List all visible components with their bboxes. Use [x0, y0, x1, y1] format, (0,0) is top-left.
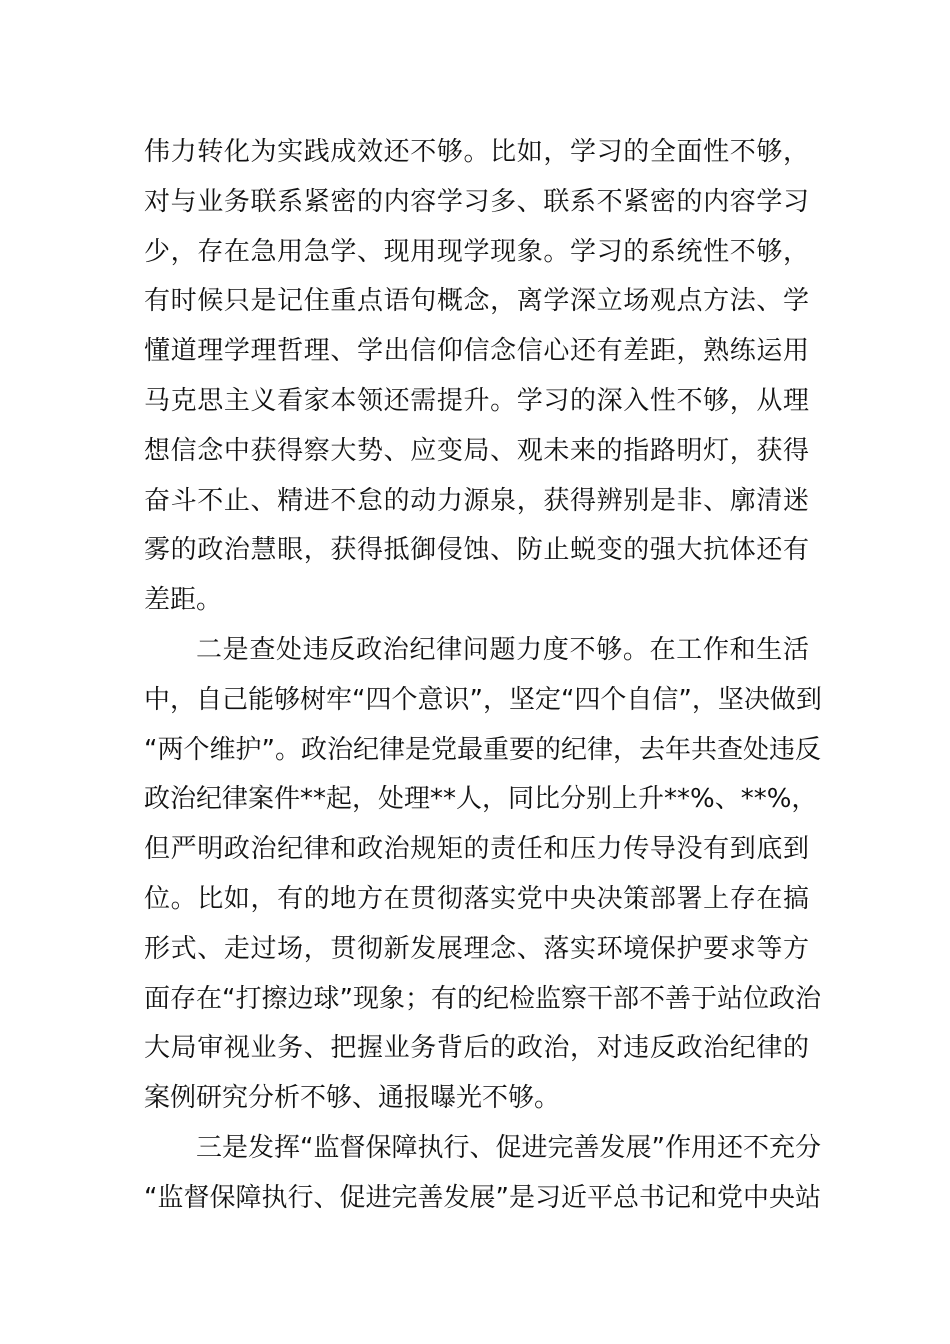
text-line-17: 形式、走过场，贯彻新发展理念、落实环境保护要求等方: [144, 933, 809, 964]
text-line-7: 想信念中获得察大势、应变局、观未来的指路明灯，获得: [144, 435, 809, 466]
text-line-14: 政治纪律案件**起，处理**人，同比分别上升**%、**%，: [144, 784, 818, 815]
text-line-6: 马克思主义看家本领还需提升。学习的深入性不够，从理: [144, 385, 809, 416]
text-line-12: 中，自己能够树牢“四个意识”，坚定“四个自信”，坚决做到: [144, 684, 822, 715]
text-line-13: “两个维护”。政治纪律是党最重要的纪律，去年共查处违反: [144, 734, 821, 765]
text-line-11: 二是查处违反政治纪律问题力度不够。在工作和生活: [196, 634, 809, 665]
text-line-20: 案例研究分析不够、通报曝光不够。: [144, 1083, 561, 1114]
text-line-10: 差距。: [144, 585, 223, 616]
text-line-15: 但严明政治纪律和政治规矩的责任和压力传导没有到底到: [144, 834, 809, 865]
text-line-8: 奋斗不止、精进不怠的动力源泉，获得辨别是非、廓清迷: [144, 485, 809, 516]
text-line-9: 雾的政治慧眼，获得抵御侵蚀、防止蜕变的强大抗体还有: [144, 535, 809, 566]
text-line-22: “监督保障执行、促进完善发展”是习近平总书记和党中央站: [144, 1182, 821, 1213]
text-line-1: 伟力转化为实践成效还不够。比如，学习的全面性不够，: [144, 137, 809, 167]
text-line-3: 少，存在急用急学、现用现学现象。学习的系统性不够，: [144, 236, 809, 267]
text-line-4: 有时候只是记住重点语句概念，离学深立场观点方法、学: [144, 286, 809, 317]
document-body: [144, 128, 822, 1224]
text-line-16: 位。比如，有的地方在贯彻落实党中央决策部署上存在搞: [144, 883, 809, 914]
text-line-21: 三是发挥“监督保障执行、促进完善发展”作用还不充分: [196, 1132, 821, 1163]
text-line-5: 懂道理学理哲理、学出信仰信念信心还有差距，熟练运用: [144, 336, 809, 367]
text-line-18: 面存在“打擦边球”现象；有的纪检监察干部不善于站位政治: [144, 983, 821, 1014]
text-line-19: 大局审视业务、把握业务背后的政治，对违反政治纪律的: [144, 1033, 809, 1064]
text-line-2: 对与业务联系紧密的内容学习多、联系不紧密的内容学习: [144, 186, 809, 217]
